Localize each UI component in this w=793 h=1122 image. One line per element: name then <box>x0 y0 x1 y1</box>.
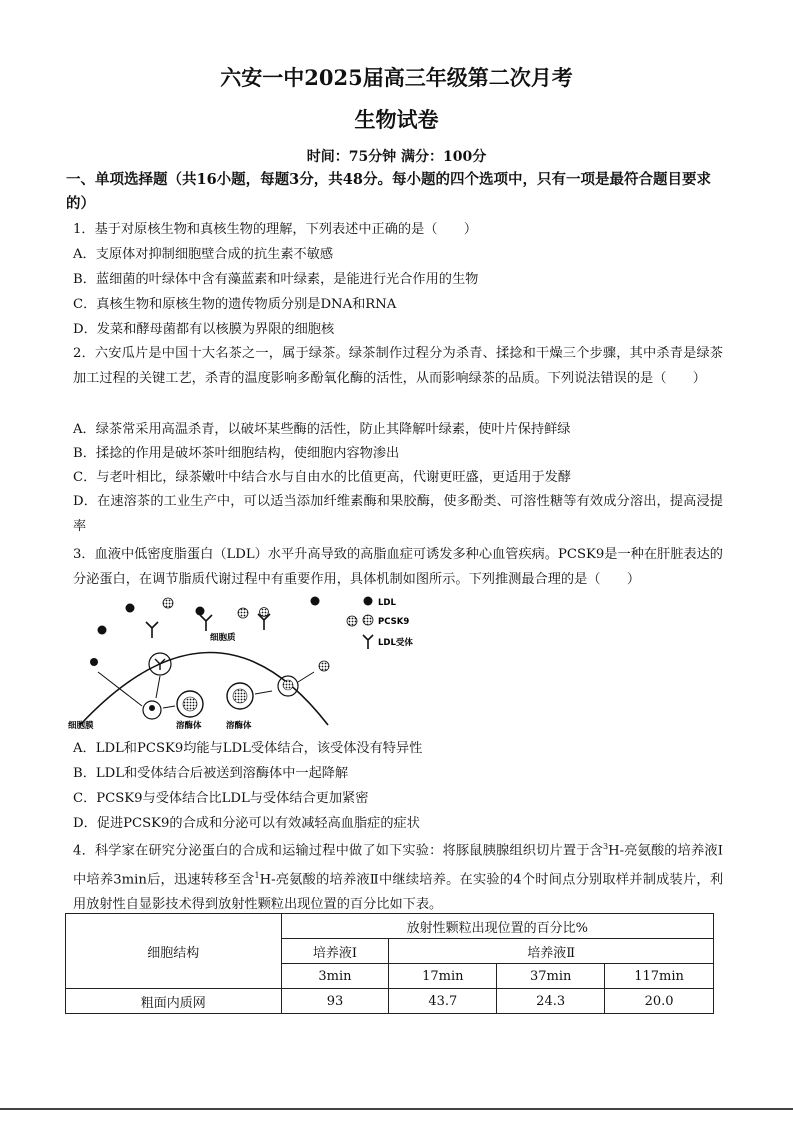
legend-ldl-swatch <box>364 597 373 606</box>
label-cytoplasm: 细胞质 <box>210 633 236 643</box>
legend-receptor-label: LDL受体 <box>378 638 413 648</box>
pcsk9-particle <box>319 661 329 671</box>
ldl-particle <box>126 604 135 613</box>
exam-meta: 时间：75分钟 满分：100分 <box>306 149 487 165</box>
label-lysosome-2: 溶酶体 <box>226 721 252 731</box>
q1-option-a: A．支原体对抑制细胞壁合成的抗生素不敏感 <box>73 247 334 262</box>
exam-title: 六安一中2025届高三年级第二次月考 <box>220 65 573 90</box>
label-lysosome-1: 溶酶体 <box>176 721 202 731</box>
legend-pcsk9-label: PCSK9 <box>378 617 410 627</box>
table-row <box>66 989 714 1014</box>
q2-option-a: A．绿茶常采用高温杀青，以破坏某些酶的活性，防止其降解叶绿素，使叶片保持鲜绿 <box>73 422 571 437</box>
header-cell-structure: 细胞结构 <box>66 914 282 989</box>
exam-subject: 生物试卷 <box>354 107 439 132</box>
time-cell: 3min <box>281 964 389 989</box>
q3-stem: 3．血液中低密度脂蛋白（LDL）水平升高导致的高脂血症可诱发多种心血管疾病。PCSK9是一种在肝脏表达的分泌蛋白，在调节脂质代谢过程中有重要作用，具体机制如图所示。下列推测最合理的是（ ） <box>73 547 723 587</box>
pcsk9-particle <box>238 608 248 618</box>
q4-stem: 4．科学家在研究分泌蛋白的合成和运输过程中做了如下实验：将豚鼠胰腺组织切片置于含$^3$H-亮氨酸的培养液Ⅰ中培养3min后，迅速转移至含$^1$H-亮氨酸的培养液Ⅱ中继续培养。在实验的4个时间点分别取样并制成装片，利用放射性自显影技术得到放射性颗粒出现位置的百分比如下表。 <box>73 842 724 912</box>
time-cell: 117min <box>605 964 714 989</box>
ldl-particle <box>311 597 320 606</box>
q2-stem: 2．六安瓜片是中国十大名茶之一，属于绿茶。绿茶制作过程分为杀青、揉捻和干燥三个步骤，其中杀青是绿茶加工过程的关键工艺，杀青的温度影响多酚氧化酶的活性，从而影响绿茶的品质。下列说法错误的是（ ） <box>73 346 723 386</box>
legend-receptor-swatch <box>363 635 373 649</box>
lysosome-content <box>233 689 247 703</box>
radioactivity-table <box>65 913 714 1014</box>
lysosome-content <box>183 697 197 711</box>
value-cell: 43.7 <box>389 989 497 1014</box>
time-cell: 37min <box>497 964 605 989</box>
q1-option-d: D．发菜和酵母菌都有以核膜为界限的细胞核 <box>73 322 335 337</box>
q3-option-c: C．PCSK9与受体结合比LDL与受体结合更加紧密 <box>73 791 369 806</box>
pcsk9-particle <box>260 608 269 617</box>
pcsk9-particle <box>163 598 173 608</box>
q1-stem: 1．基于对原核生物和真核生物的理解，下列表述中正确的是（ ） <box>73 222 478 237</box>
receptor <box>146 614 270 638</box>
value-cell: 93 <box>281 989 389 1014</box>
section-heading: 一、单项选择题（共16小题，每题3分，共48分。每小题的四个选项中，只有一项是最符合题目要求的） <box>66 171 711 212</box>
value-cell: 20.0 <box>605 989 714 1014</box>
label-membrane: 细胞膜 <box>68 721 94 731</box>
q1-option-b: B．蓝细菌的叶绿体中含有藻蓝素和叶绿素，是能进行光合作用的生物 <box>73 272 479 287</box>
pcsk9-particle <box>347 616 357 626</box>
value-cell: 24.3 <box>497 989 605 1014</box>
q2-option-b: B．揉捻的作用是破坏茶叶细胞结构，使细胞内容物渗出 <box>73 446 400 461</box>
ldl-mechanism-figure <box>66 590 413 732</box>
header-cell-percent: 放射性颗粒出现位置的百分比% <box>281 914 713 939</box>
ldl-particle <box>98 626 107 635</box>
header-cell-medium1: 培养液Ⅰ <box>281 939 389 964</box>
pcsk9-particle <box>283 680 293 690</box>
q1-option-c: C．真核生物和原核生物的遗传物质分别是DNA和RNA <box>73 297 397 312</box>
ldl-particle <box>149 705 155 711</box>
time-cell: 17min <box>389 964 497 989</box>
q3-option-d: D．促进PCSK9的合成和分泌可以有效减轻高血脂症的症状 <box>73 816 420 831</box>
page-bottom-rule <box>0 1108 793 1110</box>
receptor <box>155 659 165 670</box>
header-cell-medium2: 培养液Ⅱ <box>389 939 714 964</box>
q3-option-a: A．LDL和PCSK9均能与LDL受体结合，该受体没有特异性 <box>73 741 423 756</box>
ldl-particle <box>196 607 205 616</box>
ldl-particle <box>90 658 98 666</box>
row-name: 粗面内质网 <box>66 989 282 1014</box>
q3-option-b: B．LDL和受体结合后被送到溶酶体中一起降解 <box>73 766 349 781</box>
legend-pcsk9-swatch <box>363 615 373 625</box>
legend-ldl-label: LDL <box>378 598 396 608</box>
q2-option-c: C．与老叶相比，绿茶嫩叶中结合水与自由水的比值更高，代谢更旺盛，更适用于发酵 <box>73 470 572 485</box>
q2-option-d: D．在速溶茶的工业生产中，可以适当添加纤维素酶和果胶酶，使多酚类、可溶性糖等有效成分溶出，提高浸提率 <box>73 494 723 534</box>
